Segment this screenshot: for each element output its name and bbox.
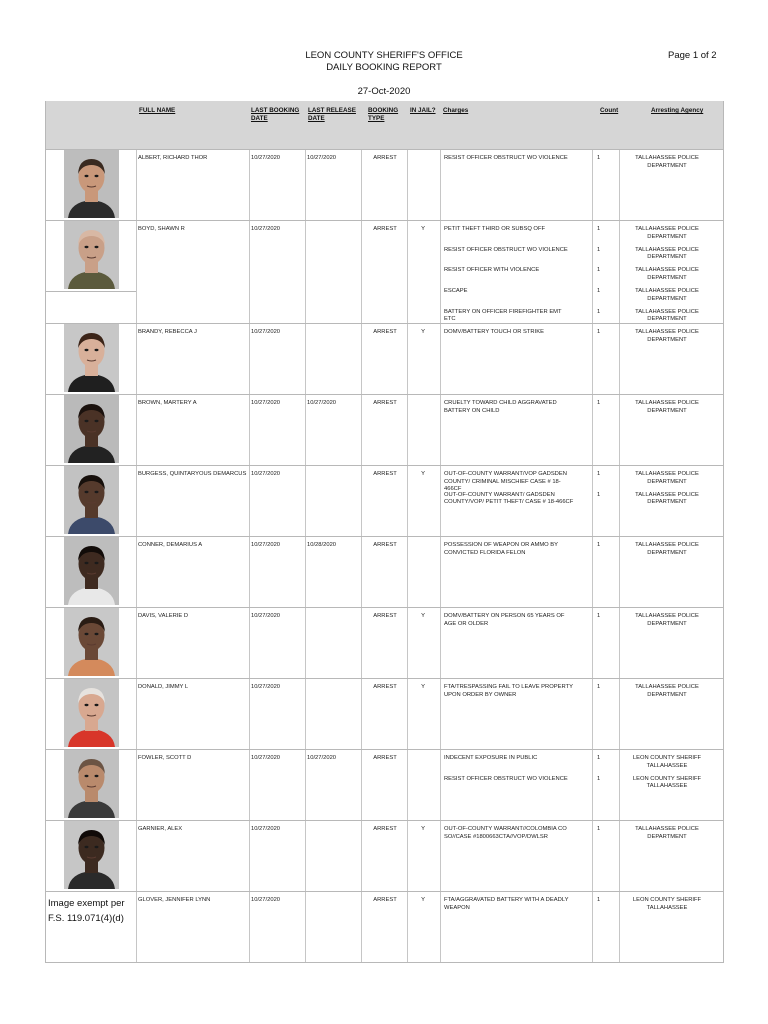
column-divider	[440, 608, 441, 678]
column-divider	[136, 324, 137, 394]
arresting-agency: TALLAHASSEE POLICE DEPARTMENT	[635, 471, 699, 485]
column-divider	[136, 892, 137, 962]
mugshot	[64, 608, 119, 676]
column-divider	[361, 395, 362, 465]
column-divider	[136, 395, 137, 465]
charge-text: BATTERY ON OFFICER FIREFIGHTER EMT ETC	[444, 308, 562, 323]
column-divider	[305, 324, 306, 394]
last-booking-date: 10/27/2020	[251, 755, 281, 761]
column-divider	[619, 324, 620, 394]
column-divider	[619, 537, 620, 607]
column-divider	[249, 324, 250, 394]
charge-text: INDECENT EXPOSURE IN PUBLIC	[444, 755, 538, 761]
full-name: BURGESS, QUINTARYOUS DEMARCUS	[138, 471, 247, 477]
column-divider	[249, 892, 250, 962]
column-divider	[407, 537, 408, 607]
column-divider	[440, 466, 441, 536]
last-booking-date: 10/27/2020	[251, 155, 281, 161]
table-header	[46, 101, 723, 149]
column-divider	[619, 750, 620, 820]
mugshot-photo	[64, 221, 119, 289]
charge-count: 1	[597, 155, 601, 161]
column-divider	[136, 150, 137, 220]
charge-text: FTA/TRESPASSING FAIL TO LEAVE PROPERTY UPON ORDER BY OWNER	[444, 684, 573, 698]
column-divider	[249, 221, 250, 323]
arresting-agency: TALLAHASSEE POLICE DEPARTMENT	[635, 542, 699, 556]
column-divider	[136, 821, 137, 891]
arresting-agency: LEON COUNTY SHERIFF TALLAHASSEE	[632, 775, 702, 790]
column-divider	[592, 466, 593, 536]
full-name: BOYD, SHAWN R	[138, 226, 185, 232]
booking-type: ARREST	[373, 155, 397, 161]
arresting-agency: TALLAHASSEE POLICE DEPARTMENT	[635, 491, 699, 506]
booking-type: ARREST	[373, 542, 397, 548]
last-release-date: 10/27/2020	[307, 755, 337, 761]
column-divider	[249, 608, 250, 678]
column-divider	[305, 892, 306, 962]
column-divider	[619, 466, 620, 536]
table-row	[46, 607, 723, 678]
in-jail-flag: Y	[421, 684, 425, 690]
table-row	[46, 749, 723, 820]
table-row	[46, 220, 723, 323]
last-release-date: 10/27/2020	[307, 400, 337, 406]
full-name: BRANDY, REBECCA J	[138, 329, 197, 335]
column-divider	[619, 892, 620, 962]
column-divider	[249, 150, 250, 220]
column-divider	[440, 892, 441, 962]
column-divider	[440, 750, 441, 820]
column-divider	[407, 750, 408, 820]
arresting-agency: TALLAHASSEE POLICE DEPARTMENT	[635, 400, 699, 414]
mugshot	[64, 466, 119, 534]
mugshot-photo	[64, 324, 119, 392]
last-booking-date: 10/27/2020	[251, 897, 281, 903]
column-divider	[440, 821, 441, 891]
last-booking-date: 10/27/2020	[251, 542, 281, 548]
booking-table	[45, 101, 724, 963]
photo-blank-area	[46, 291, 136, 323]
mugshot-photo	[64, 821, 119, 889]
full-name: GLOVER, JENNIFER LYNN	[138, 897, 211, 903]
mugshot-photo	[64, 150, 119, 218]
column-divider	[407, 221, 408, 323]
agency-name: LEON COUNTY SHERIFF'S OFFICE	[305, 50, 463, 61]
column-divider	[592, 537, 593, 607]
booking-type: ARREST	[373, 755, 397, 761]
image-exempt-notice: Image exempt per F.S. 119.071(4)(d)	[48, 898, 125, 924]
booking-type: ARREST	[373, 226, 397, 232]
arresting-agency: TALLAHASSEE POLICE DEPARTMENT	[635, 246, 699, 261]
column-divider	[249, 395, 250, 465]
column-divider	[440, 221, 441, 323]
mugshot-photo	[64, 608, 119, 676]
column-divider	[619, 221, 620, 323]
last-release-date: 10/28/2020	[307, 542, 337, 548]
mugshot	[64, 395, 119, 463]
charge-text: CRUELTY TOWARD CHILD AGGRAVATED BATTERY ON CHILD	[444, 400, 557, 414]
col-count: Count	[600, 107, 619, 114]
full-name: GARNIER, ALEX	[138, 826, 183, 832]
column-divider	[440, 150, 441, 220]
charge-text: PETIT THEFT THIRD OR SUBSQ OFF	[444, 226, 546, 232]
column-divider	[592, 221, 593, 323]
column-divider	[136, 608, 137, 678]
column-divider	[440, 679, 441, 749]
arresting-agency: TALLAHASSEE POLICE DEPARTMENT	[635, 155, 699, 169]
column-divider	[249, 750, 250, 820]
full-name: ALBERT, RICHARD THOR	[138, 155, 208, 161]
table-row	[46, 394, 723, 465]
column-divider	[361, 221, 362, 323]
arresting-agency: TALLAHASSEE POLICE DEPARTMENT	[635, 329, 699, 343]
column-divider	[249, 679, 250, 749]
charge-count: 1	[597, 826, 601, 832]
last-booking-date: 10/27/2020	[251, 684, 281, 690]
table-row	[46, 820, 723, 891]
column-divider	[305, 395, 306, 465]
mugshot	[64, 324, 119, 392]
charge-count: 1	[597, 684, 601, 690]
charge-count: 1	[597, 897, 601, 903]
col-booking-type: BOOKING TYPE	[368, 107, 399, 122]
report-title	[0, 50, 768, 74]
column-divider	[440, 537, 441, 607]
charge-text: OUT-OF-COUNTY WARRANT/ GADSDEN COUNTY/VOP/ PETIT THEFT/ CASE # 18-466CF	[444, 491, 574, 506]
column-divider	[440, 395, 441, 465]
column-divider	[361, 324, 362, 394]
charge-text: DOMV/BATTERY ON PERSON 65 YEARS OF AGE OR OLDER	[444, 613, 565, 627]
in-jail-flag: Y	[421, 897, 425, 903]
charge-text: RESIST OFFICER WITH VIOLENCE	[444, 267, 540, 274]
in-jail-flag: Y	[421, 826, 425, 832]
mugshot-photo	[64, 466, 119, 534]
last-booking-date: 10/27/2020	[251, 226, 281, 232]
col-charges: Charges	[443, 107, 469, 114]
col-arresting-agency: Arresting Agency	[651, 107, 704, 114]
booking-type: ARREST	[373, 684, 397, 690]
column-divider	[440, 324, 441, 394]
table-row	[46, 536, 723, 607]
booking-type: ARREST	[373, 329, 397, 335]
column-divider	[592, 821, 593, 891]
column-divider	[305, 466, 306, 536]
booking-type: ARREST	[373, 400, 397, 406]
mugshot	[64, 150, 119, 218]
column-divider	[407, 150, 408, 220]
table-row	[46, 891, 723, 963]
column-divider	[592, 608, 593, 678]
mugshot-photo	[64, 537, 119, 605]
column-divider	[619, 608, 620, 678]
charge-count: 1	[597, 542, 601, 548]
charge-text: DOMV/BATTERY TOUCH OR STRIKE	[444, 329, 544, 335]
charge-text: POSSESSION OF WEAPON OR AMMO BY CONVICTED FLORIDA FELON	[444, 542, 558, 556]
column-divider	[592, 324, 593, 394]
arresting-agency: TALLAHASSEE POLICE DEPARTMENT	[635, 308, 699, 323]
column-divider	[361, 150, 362, 220]
mugshot	[64, 537, 119, 605]
column-divider	[361, 821, 362, 891]
column-divider	[305, 537, 306, 607]
arresting-agency: TALLAHASSEE POLICE DEPARTMENT	[635, 826, 699, 840]
column-divider	[361, 466, 362, 536]
column-divider	[619, 150, 620, 220]
table-body	[46, 149, 723, 963]
arresting-agency: LEON COUNTY SHERIFF TALLAHASSEE	[632, 755, 702, 769]
column-divider	[361, 750, 362, 820]
arresting-agency: TALLAHASSEE POLICE DEPARTMENT	[635, 288, 699, 302]
booking-type: ARREST	[373, 613, 397, 619]
arresting-agency: TALLAHASSEE POLICE DEPARTMENT	[635, 226, 699, 240]
in-jail-flag: Y	[421, 471, 425, 477]
column-divider	[136, 750, 137, 820]
charge-text: ESCAPE	[444, 288, 468, 295]
arresting-agency: TALLAHASSEE POLICE DEPARTMENT	[635, 613, 699, 627]
column-divider	[249, 821, 250, 891]
column-divider	[136, 537, 137, 607]
charge-text: FTA/AGGRAVATED BATTERY WITH A DEADLY WEAPON	[444, 897, 569, 911]
column-divider	[592, 395, 593, 465]
last-booking-date: 10/27/2020	[251, 613, 281, 619]
arresting-agency: TALLAHASSEE POLICE DEPARTMENT	[635, 267, 699, 281]
charge-count: 1	[597, 329, 601, 335]
charge-count: 1	[597, 491, 601, 498]
page-number: Page 1 of 2	[668, 50, 717, 61]
table-row	[46, 323, 723, 394]
charge-count: 1	[597, 246, 601, 253]
col-full-name: FULL NAME	[139, 107, 176, 114]
charge-text: RESIST OFFICER OBSTRUCT WO VIOLENCE	[444, 155, 568, 161]
column-divider	[305, 150, 306, 220]
mugshot	[64, 221, 119, 289]
report-date: 27-Oct-2020	[357, 86, 411, 97]
last-booking-date: 10/27/2020	[251, 329, 281, 335]
mugshot	[64, 821, 119, 889]
column-divider	[592, 750, 593, 820]
mugshot-photo	[64, 395, 119, 463]
col-last-release-date: LAST RELEASE DATE	[308, 107, 356, 122]
column-divider	[305, 679, 306, 749]
full-name: DAVIS, VALERIE D	[138, 613, 189, 619]
charge-text: RESIST OFFICER OBSTRUCT WO VIOLENCE	[444, 775, 568, 782]
column-divider	[249, 537, 250, 607]
column-divider	[407, 395, 408, 465]
column-divider	[619, 821, 620, 891]
in-jail-flag: Y	[421, 329, 425, 335]
column-divider	[249, 466, 250, 536]
charge-text: OUT-OF-COUNTY WARRANT/VOP GADSDEN COUNTY/ CRIMINAL MISCHIEF CASE # 18-466CF	[444, 471, 567, 492]
in-jail-flag: Y	[421, 226, 425, 232]
mugshot	[64, 679, 119, 747]
charge-text: RESIST OFFICER OBSTRUCT WO VIOLENCE	[444, 246, 568, 253]
charge-count: 1	[597, 471, 601, 477]
charge-text: OUT-OF-COUNTY WARRANT//COLOMBIA CO SO//CASE #1800663CTA//VOP/DWLSR	[444, 826, 567, 840]
mugshot-photo	[64, 679, 119, 747]
full-name: CONNER, DEMARIUS A	[138, 542, 203, 548]
charge-count: 1	[597, 288, 601, 295]
column-divider	[361, 892, 362, 962]
column-divider	[592, 150, 593, 220]
last-booking-date: 10/27/2020	[251, 400, 281, 406]
report-name: DAILY BOOKING REPORT	[326, 62, 442, 73]
last-booking-date: 10/27/2020	[251, 826, 281, 832]
full-name: BROWN, MARTERY A	[138, 400, 197, 406]
column-divider	[305, 821, 306, 891]
column-divider	[305, 750, 306, 820]
column-divider	[592, 892, 593, 962]
column-divider	[361, 608, 362, 678]
col-in-jail: IN JAIL?	[410, 107, 436, 114]
mugshot-photo	[64, 750, 119, 818]
in-jail-flag: Y	[421, 613, 425, 619]
column-divider	[361, 679, 362, 749]
column-divider	[305, 221, 306, 323]
col-last-booking-date: LAST BOOKING DATE	[251, 107, 300, 122]
mugshot	[64, 750, 119, 818]
column-divider	[592, 679, 593, 749]
full-name: FOWLER, SCOTT D	[138, 755, 192, 761]
column-divider	[136, 679, 137, 749]
charge-count: 1	[597, 613, 601, 619]
last-release-date: 10/27/2020	[307, 155, 337, 161]
column-divider	[136, 466, 137, 536]
arresting-agency: LEON COUNTY SHERIFF TALLAHASSEE	[632, 897, 702, 911]
charge-count: 1	[597, 267, 601, 274]
booking-type: ARREST	[373, 471, 397, 477]
table-row	[46, 149, 723, 220]
charge-count: 1	[597, 226, 601, 232]
full-name: DONALD, JIMMY L	[138, 684, 189, 690]
charge-count: 1	[597, 400, 601, 406]
column-divider	[305, 608, 306, 678]
column-divider	[619, 679, 620, 749]
charge-count: 1	[597, 755, 601, 761]
column-divider	[619, 395, 620, 465]
column-divider	[136, 221, 137, 323]
charge-count: 1	[597, 308, 601, 315]
table-row	[46, 678, 723, 749]
charge-count: 1	[597, 775, 601, 782]
arresting-agency: TALLAHASSEE POLICE DEPARTMENT	[635, 684, 699, 698]
booking-type: ARREST	[373, 826, 397, 832]
last-booking-date: 10/27/2020	[251, 471, 281, 477]
table-row	[46, 465, 723, 536]
column-divider	[361, 537, 362, 607]
booking-type: ARREST	[373, 897, 397, 903]
